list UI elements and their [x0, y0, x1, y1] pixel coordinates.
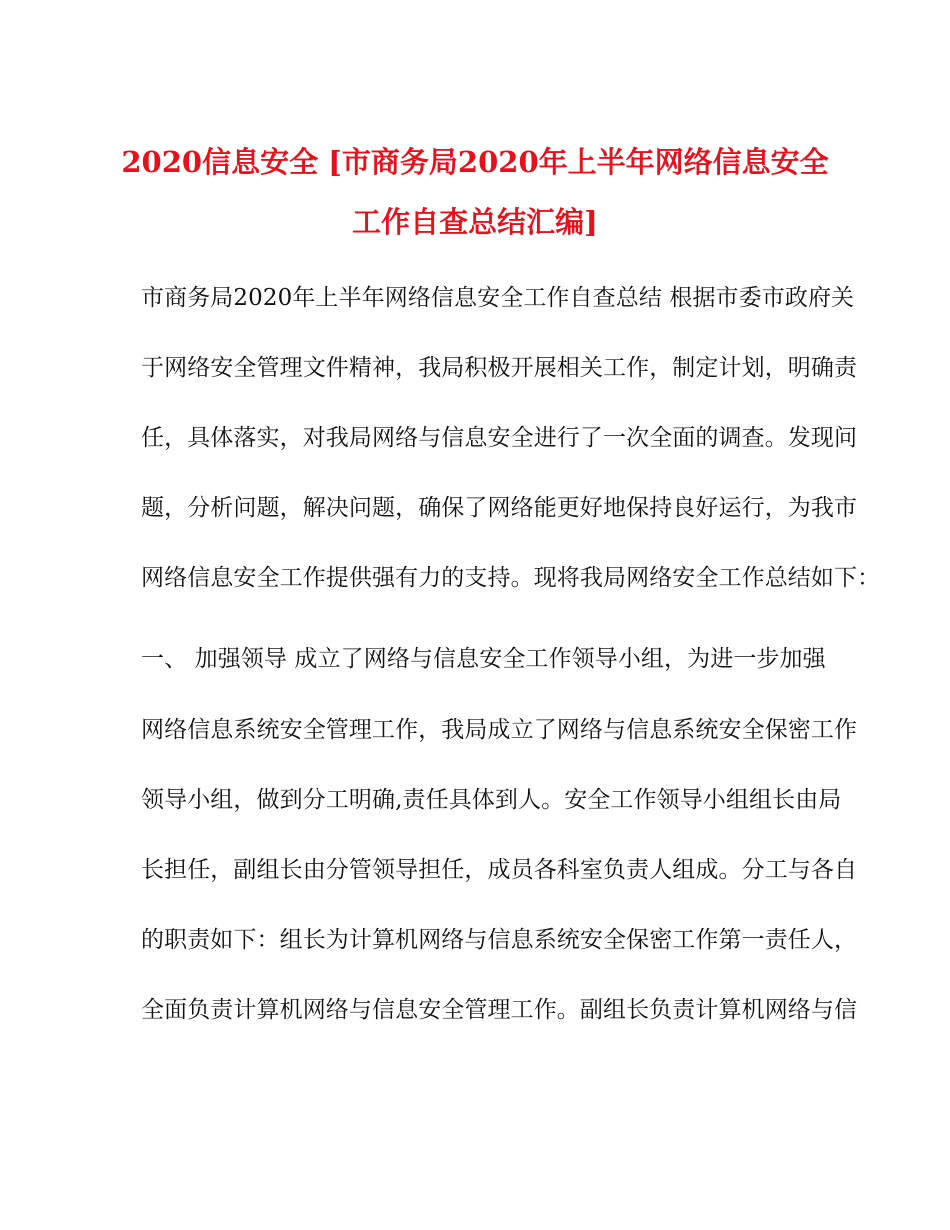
- body-line-3: 任，具体落实，对我局网络与信息安全进行了一次全面的调查。发现问: [141, 425, 858, 451]
- body-line-5: 网络信息安全工作提供强有力的支持。现将我局网络安全工作总结如下：: [141, 565, 881, 591]
- body-line-10: 的职责如下：组长为计算机网络与信息系统安全保密工作第一责任人，: [141, 927, 858, 953]
- body-line-2: 于网络安全管理文件精神，我局积极开展相关工作，制定计划，明确责: [141, 355, 858, 381]
- body-line-11: 全面负责计算机网络与信息安全管理工作。副组长负责计算机网络与信: [141, 997, 858, 1023]
- body-line-9: 长担任，副组长由分管领导担任，成员各科室负责人组成。分工与各自: [141, 857, 858, 883]
- body-line-7: 网络信息系统安全管理工作，我局成立了网络与信息系统安全保密工作: [141, 717, 858, 743]
- body-line-6: 一、 加强领导 成立了网络与信息安全工作领导小组，为进一步加强: [141, 646, 826, 672]
- document-title-line-2: 工作自查总结汇编]: [352, 205, 598, 239]
- body-line-4: 题，分析问题，解决问题，确保了网络能更好地保持良好运行，为我市: [141, 495, 858, 521]
- body-line-8: 领导小组，做到分工明确,责任具体到人。安全工作领导小组组长由局: [141, 787, 842, 813]
- document-title-line-1: 2020信息安全 [市商务局2020年上半年网络信息安全: [121, 145, 829, 179]
- body-line-1: 市商务局2020年上半年网络信息安全工作自查总结 根据市委市政府关: [141, 285, 855, 311]
